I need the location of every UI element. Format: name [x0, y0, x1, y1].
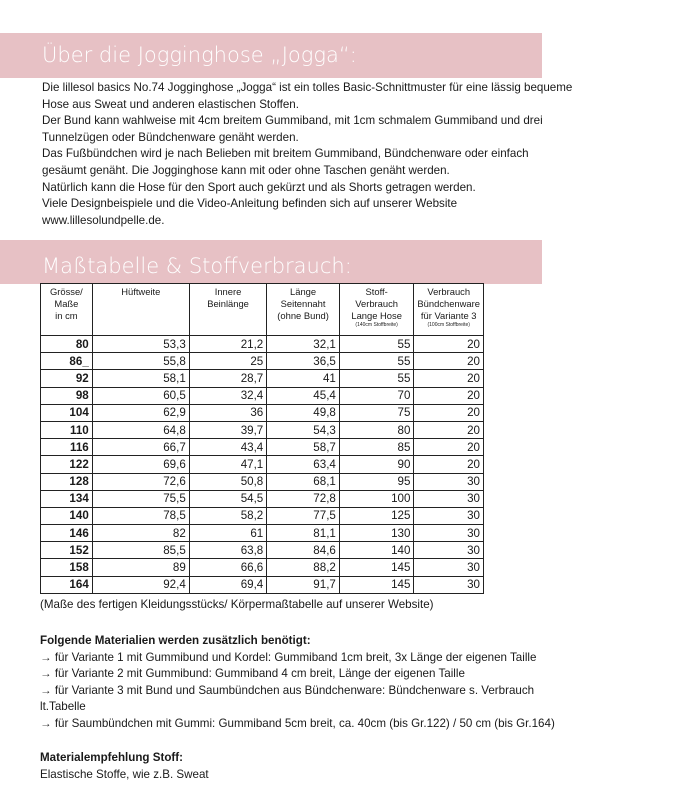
value-cell: 81,1 — [267, 525, 340, 542]
value-cell: 89 — [92, 559, 189, 576]
value-cell: 66,6 — [189, 559, 266, 576]
size-cell: 146 — [41, 525, 93, 542]
materials-item: → für Variante 2 mit Gummibund: Gummiband 4 cm breit, Länge der eigenen Taille — [40, 667, 465, 681]
value-cell: 84,6 — [267, 542, 340, 559]
intro-line: gesäumt genäht. Die Jogginghose kann mit oder ohne Taschen genäht werden. — [42, 163, 450, 177]
value-cell: 55 — [339, 336, 414, 353]
materials-item: → für Variante 1 mit Gummibund und Kordel: Gummiband 1cm breit, 3x Länge der eigenen Taille — [40, 650, 537, 664]
value-cell: 43,4 — [189, 439, 266, 456]
column-header-note: (100cm Stoffbreite) — [427, 322, 470, 328]
website-link-text: www.lillesolundpelle.de. — [42, 213, 165, 227]
column-header-line: Maße — [54, 298, 79, 309]
size-table — [40, 283, 484, 594]
materials-item: lt.Tabelle — [40, 700, 86, 714]
value-cell: 69,4 — [189, 576, 266, 593]
materials-item: → für Variante 3 mit Bund und Saumbündchen aus Bündchenware: Bündchenware s. Verbrauch — [40, 683, 535, 697]
value-cell: 85 — [339, 439, 414, 456]
value-cell: 66,7 — [92, 439, 189, 456]
value-cell: 85,5 — [92, 542, 189, 559]
table-row — [41, 559, 484, 576]
value-cell: 145 — [339, 576, 414, 593]
value-cell: 75 — [339, 404, 414, 421]
value-cell: 36 — [189, 404, 266, 421]
size-cell: 110 — [41, 421, 93, 438]
table-row — [41, 370, 484, 387]
table-row — [41, 353, 484, 370]
value-cell: 32,1 — [267, 336, 340, 353]
table-row — [41, 525, 484, 542]
value-cell: 30 — [414, 542, 484, 559]
value-cell: 20 — [414, 387, 484, 404]
table-row — [41, 490, 484, 507]
value-cell: 145 — [339, 559, 414, 576]
intro-line: Viele Designbeispiele und die Video-Anleitung befinden sich auf unserer Website — [42, 197, 458, 211]
value-cell: 78,5 — [92, 507, 189, 524]
value-cell: 21,2 — [189, 336, 266, 353]
size-cell: 92 — [41, 370, 93, 387]
value-cell: 47,1 — [189, 456, 266, 473]
value-cell: 20 — [414, 439, 484, 456]
value-cell: 80 — [339, 421, 414, 438]
materials-heading: Folgende Materialien werden zusätzlich benötigt: — [40, 634, 311, 647]
value-cell: 62,9 — [92, 404, 189, 421]
size-cell: 152 — [41, 542, 93, 559]
value-cell: 130 — [339, 525, 414, 542]
intro-text — [42, 80, 642, 229]
value-cell: 63,4 — [267, 456, 340, 473]
table-row — [41, 404, 484, 421]
intro-line: Hose aus Sweat und anderen elastischen Stoffen. — [42, 97, 299, 111]
value-cell: 55 — [339, 370, 414, 387]
value-cell: 60,5 — [92, 387, 189, 404]
value-cell: 72,6 — [92, 473, 189, 490]
size-cell: 164 — [41, 576, 93, 593]
column-header-line: Stoff- — [365, 286, 388, 297]
value-cell: 77,5 — [267, 507, 340, 524]
value-cell: 49,8 — [267, 404, 340, 421]
column-header-line: Hüftweite — [121, 286, 161, 297]
column-header-line: für Variante 3 — [420, 310, 477, 321]
table-row — [41, 439, 484, 456]
value-cell: 58,2 — [189, 507, 266, 524]
materials-section — [40, 633, 660, 733]
value-cell: 92,4 — [92, 576, 189, 593]
column-header-note: (140cm Stoffbreite) — [355, 322, 398, 328]
intro-line: Natürlich kann die Hose für den Sport auch gekürzt und als Shorts getragen werden. — [42, 180, 476, 194]
value-cell: 30 — [414, 576, 484, 593]
section-title-about: Über die Jogginghose „Jogga“: — [0, 33, 542, 78]
value-cell: 82 — [92, 525, 189, 542]
column-header — [189, 284, 266, 336]
value-cell: 70 — [339, 387, 414, 404]
value-cell: 54,5 — [189, 490, 266, 507]
value-cell: 20 — [414, 421, 484, 438]
value-cell: 45,4 — [267, 387, 340, 404]
table-row — [41, 387, 484, 404]
value-cell: 30 — [414, 507, 484, 524]
value-cell: 41 — [267, 370, 340, 387]
value-cell: 39,7 — [189, 421, 266, 438]
value-cell: 91,7 — [267, 576, 340, 593]
value-cell: 88,2 — [267, 559, 340, 576]
value-cell: 72,8 — [267, 490, 340, 507]
table-row — [41, 421, 484, 438]
column-header — [92, 284, 189, 336]
size-cell: 104 — [41, 404, 93, 421]
value-cell: 30 — [414, 490, 484, 507]
recommendation-heading: Materialempfehlung Stoff: — [40, 751, 183, 764]
size-cell: 80 — [41, 336, 93, 353]
section-title-size-chart: Maßtabelle & Stoffverbrauch: — [0, 240, 542, 284]
value-cell: 100 — [339, 490, 414, 507]
value-cell: 20 — [414, 404, 484, 421]
table-row — [41, 507, 484, 524]
value-cell: 36,5 — [267, 353, 340, 370]
fabric-recommendation — [40, 750, 660, 783]
value-cell: 20 — [414, 370, 484, 387]
size-cell: 134 — [41, 490, 93, 507]
value-cell: 95 — [339, 473, 414, 490]
value-cell: 64,8 — [92, 421, 189, 438]
table-row — [41, 576, 484, 593]
value-cell: 61 — [189, 525, 266, 542]
intro-line: Tunnelzügen oder Bündchenware genäht werden. — [42, 130, 299, 144]
intro-line: Der Bund kann wahlweise mit 4cm breitem Gummiband, mit 1cm schmalem Gummiband und drei — [42, 114, 543, 128]
size-cell: 122 — [41, 456, 93, 473]
value-cell: 30 — [414, 525, 484, 542]
value-cell: 55,8 — [92, 353, 189, 370]
table-row — [41, 473, 484, 490]
value-cell: 75,5 — [92, 490, 189, 507]
value-cell: 68,1 — [267, 473, 340, 490]
intro-line: Die lillesol basics No.74 Jogginghose „Jogga“ ist ein tolles Basic-Schnittmuster für eine lässig bequeme — [42, 81, 573, 94]
value-cell: 58,1 — [92, 370, 189, 387]
value-cell: 58,7 — [267, 439, 340, 456]
column-header-line: Seitennaht — [280, 298, 326, 309]
table-row — [41, 456, 484, 473]
column-header-line: Bündchenware — [417, 298, 480, 309]
column-header-line: (ohne Bund) — [277, 310, 329, 321]
value-cell: 53,3 — [92, 336, 189, 353]
value-cell: 54,3 — [267, 421, 340, 438]
column-header-line: Beinlänge — [207, 298, 249, 309]
column-header-line: Verbrauch — [427, 286, 471, 297]
value-cell: 20 — [414, 353, 484, 370]
value-cell: 55 — [339, 353, 414, 370]
column-header — [41, 284, 93, 336]
materials-item: → für Saumbündchen mit Gummi: Gummiband 5cm breit, ca. 40cm (bis Gr.122) / 50 cm (bis Gr.164) — [40, 716, 555, 730]
value-cell: 32,4 — [189, 387, 266, 404]
size-cell: 158 — [41, 559, 93, 576]
size-cell: 98 — [41, 387, 93, 404]
value-cell: 140 — [339, 542, 414, 559]
value-cell: 20 — [414, 336, 484, 353]
intro-line: Das Fußbündchen wird je nach Belieben mit breitem Gummiband, Bündchenware oder einfach — [42, 147, 529, 161]
value-cell: 30 — [414, 559, 484, 576]
column-header — [267, 284, 340, 336]
column-header-line: Lange Hose — [351, 310, 402, 321]
value-cell: 28,7 — [189, 370, 266, 387]
value-cell: 90 — [339, 456, 414, 473]
column-header-line: Verbrauch — [355, 298, 399, 309]
column-header-line: Innere — [214, 286, 242, 297]
value-cell: 50,8 — [189, 473, 266, 490]
value-cell: 63,8 — [189, 542, 266, 559]
value-cell: 25 — [189, 353, 266, 370]
table-header-row — [41, 284, 484, 336]
size-cell: 116 — [41, 439, 93, 456]
column-header — [414, 284, 484, 336]
column-header-line: Länge — [290, 286, 317, 297]
column-header — [339, 284, 414, 336]
value-cell: 69,6 — [92, 456, 189, 473]
size-cell: 128 — [41, 473, 93, 490]
value-cell: 20 — [414, 456, 484, 473]
table-row — [41, 542, 484, 559]
table-caption: (Maße des fertigen Kleidungsstücks/ Körpermaßtabelle auf unserer Website) — [40, 598, 434, 611]
column-header-line: Grösse/ — [49, 286, 83, 297]
value-cell: 125 — [339, 507, 414, 524]
size-cell: 86_ — [41, 353, 93, 370]
size-cell: 140 — [41, 507, 93, 524]
table-row — [41, 336, 484, 353]
column-header-line: in cm — [55, 310, 78, 321]
value-cell: 30 — [414, 473, 484, 490]
recommendation-text: Elastische Stoffe, wie z.B. Sweat — [40, 767, 209, 781]
